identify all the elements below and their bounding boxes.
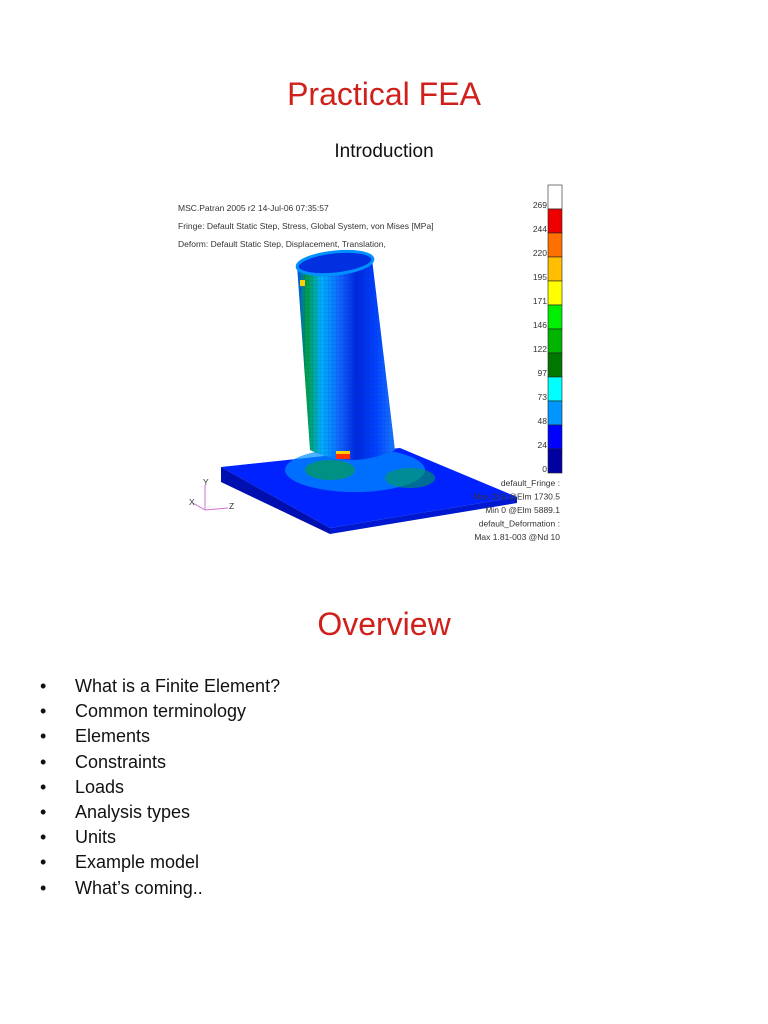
list-item-text: Common terminology [75, 701, 247, 722]
list-item [40, 752, 280, 777]
legend-swatch [548, 353, 562, 377]
legend-label: 220 [532, 248, 547, 258]
list-item [40, 802, 280, 827]
color-legend [533, 185, 562, 474]
legend-swatch [548, 185, 562, 209]
legend-swatch [548, 233, 562, 257]
list-item [40, 777, 280, 802]
legend-swatch [548, 377, 562, 401]
list-item [40, 676, 280, 701]
axis-triad [193, 485, 228, 510]
fig-header-line: MSC.Patran 2005 r2 14-Jul-06 07:35:57 [178, 203, 329, 213]
stats-line: Max 1.81-003 @Nd 10 [474, 532, 560, 542]
page-title: Practical FEA [287, 76, 481, 112]
bullet: • [40, 877, 47, 898]
fig-header-line: Fringe: Default Static Step, Stress, Global System, von Mises [MPa] [178, 221, 434, 231]
legend-label: 171 [532, 296, 547, 306]
list-item-text: What’s coming.. [75, 877, 203, 898]
fea-figure [170, 180, 590, 550]
bullet: • [40, 751, 47, 772]
bullet: • [40, 726, 47, 747]
legend-swatch [548, 281, 562, 305]
list-item-text: Constraints [75, 751, 167, 772]
axis-y-label: Y [203, 477, 209, 487]
list-item-text: Example model [75, 852, 200, 873]
legend-swatch [548, 449, 562, 473]
list-item-text: Units [75, 827, 117, 848]
axis-x-label: X [189, 497, 195, 507]
legend-swatch [548, 257, 562, 281]
bullet: • [40, 676, 47, 696]
legend-label: 269 [532, 200, 547, 210]
axis-z-label: Z [229, 501, 235, 511]
legend-label: 48 [537, 416, 547, 426]
stats-line: Max 269 @Elm 1730.5 [473, 491, 560, 502]
list-item [40, 852, 280, 877]
legend-label: 0 [542, 464, 547, 474]
legend-label: 195 [532, 272, 547, 282]
fig-header-line: Deform: Default Static Step, Displacement, Translation, [178, 239, 386, 249]
list-item [40, 827, 280, 852]
bullet: • [40, 776, 47, 797]
stats-line: default_Fringe : [500, 478, 560, 488]
list-item [40, 726, 280, 751]
list-item [40, 701, 280, 726]
legend-swatch [548, 401, 562, 425]
legend-label: 146 [532, 320, 547, 330]
legend-swatch [548, 329, 562, 353]
legend-label: 24 [537, 440, 547, 450]
page-subtitle: Introduction [334, 141, 434, 162]
list-item-text: What is a Finite Element? [75, 676, 281, 696]
legend-swatch [548, 425, 562, 449]
legend-label: 244 [532, 224, 547, 234]
bullet: • [40, 827, 47, 848]
cylinder [296, 248, 395, 460]
list-item [40, 878, 280, 903]
stats-line: Min 0 @Elm 5889.1 [485, 505, 560, 515]
stats-line: default_Deformation : [478, 518, 560, 529]
legend-swatch [548, 209, 562, 233]
overview-title: Overview [317, 606, 451, 642]
legend-label: 97 [537, 368, 547, 378]
list-item-text: Analysis types [75, 801, 191, 822]
legend-swatch [548, 305, 562, 329]
list-item-text: Elements [75, 726, 151, 747]
bullet: • [40, 852, 47, 873]
bullet: • [40, 801, 47, 822]
legend-label: 122 [532, 344, 547, 354]
overview-list [40, 676, 280, 903]
list-item-text: Loads [75, 776, 125, 797]
legend-label: 73 [537, 392, 547, 402]
bullet: • [40, 701, 47, 722]
